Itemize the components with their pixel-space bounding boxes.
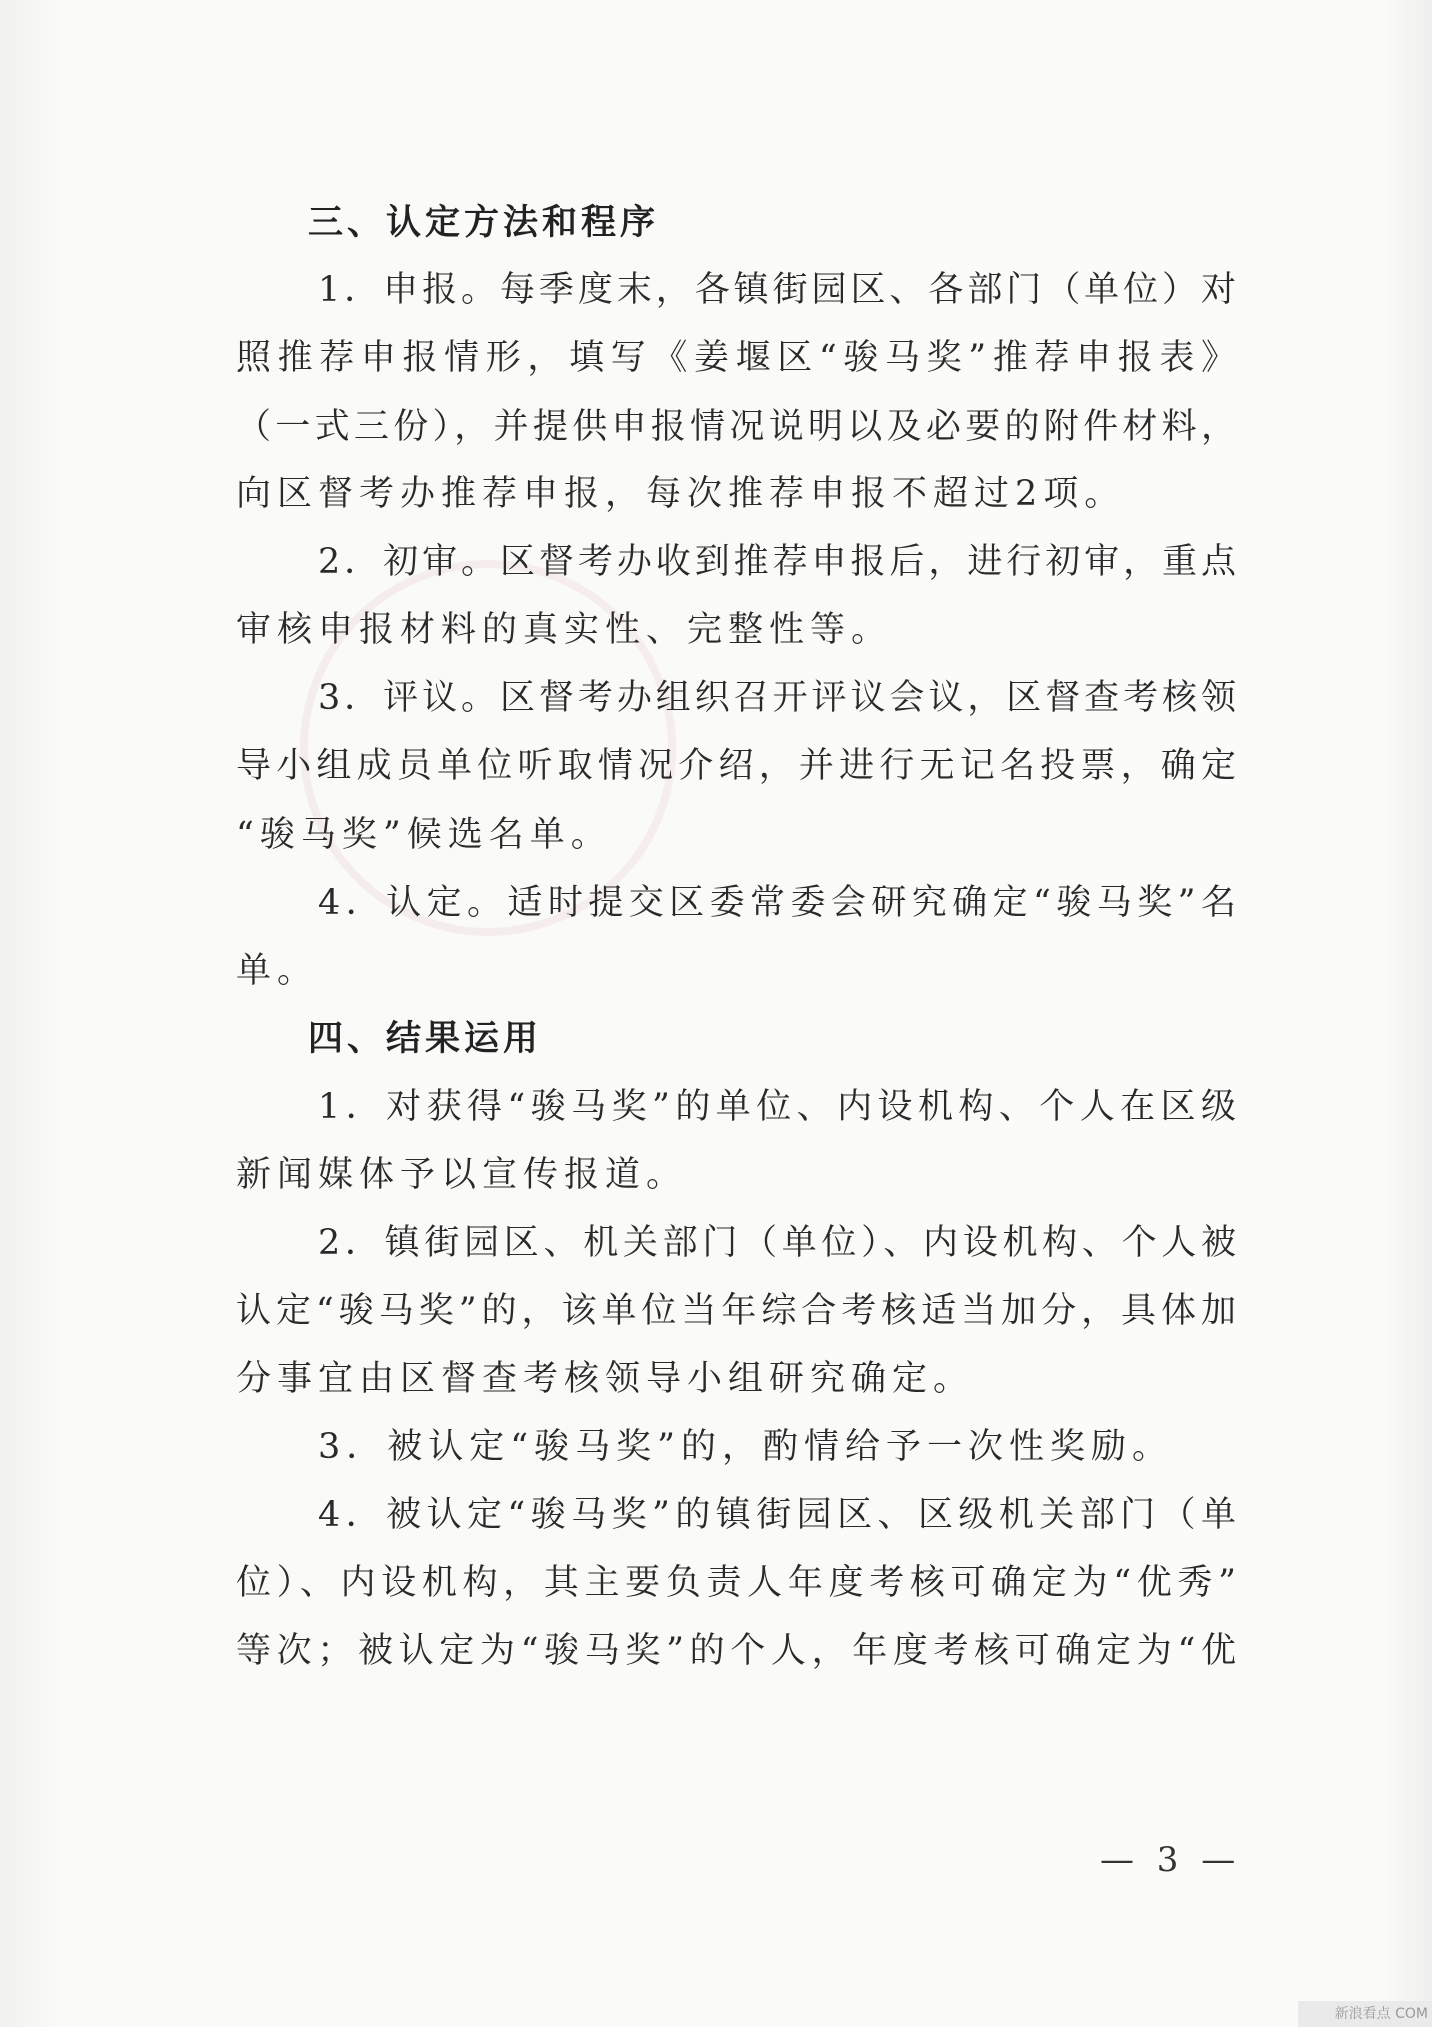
paragraph-line: 2．初审。区督考办收到推荐申报后，进行初审，重点 xyxy=(318,542,1236,582)
section-heading-4: 四、结果运用 xyxy=(308,1019,543,1059)
paragraph-line: （一式三份），并提供申报情况说明以及必要的附件材料， xyxy=(236,407,1236,447)
paragraph-line: 4．被认定“骏马奖”的镇街园区、区级机关部门（单 xyxy=(318,1495,1236,1535)
paragraph-line: 2．镇街园区、机关部门（单位）、内设机构、个人被 xyxy=(318,1223,1236,1263)
paragraph-line: 新闻媒体予以宣传报道。 xyxy=(236,1155,688,1195)
paragraph-line: 等次；被认定为“骏马奖”的个人，年度考核可确定为“优 xyxy=(236,1631,1236,1671)
paragraph-line: 导小组成员单位听取情况介绍，并进行无记名投票，确定 xyxy=(236,746,1236,786)
paragraph-line: 照推荐申报情形，填写《姜堰区“骏马奖”推荐申报表》 xyxy=(236,338,1236,378)
paragraph-line: 认定“骏马奖”的，该单位当年综合考核适当加分，具体加 xyxy=(236,1291,1236,1331)
section-heading-3: 三、认定方法和程序 xyxy=(308,203,660,243)
paragraph-line: 分事宜由区督查考核领导小组研究确定。 xyxy=(236,1359,975,1399)
paragraph-line: 4．认定。适时提交区委常委会研究确定“骏马奖”名 xyxy=(318,883,1236,923)
paragraph-line: 1．对获得“骏马奖”的单位、内设机构、个人在区级 xyxy=(318,1087,1236,1127)
paragraph-line: 3．被认定“骏马奖”的，酌情给予一次性奖励。 xyxy=(318,1427,1174,1467)
paragraph-line: 向区督考办推荐申报，每次推荐申报不超过2项。 xyxy=(236,474,1126,514)
paragraph-line: 审核申报材料的真实性、完整性等。 xyxy=(236,610,893,650)
paragraph-line: 3．评议。区督考办组织召开评议会议，区督查考核领 xyxy=(318,678,1236,718)
paragraph-line: 单。 xyxy=(236,951,319,991)
paragraph-line: 1．申报。每季度末，各镇街园区、各部门（单位）对 xyxy=(318,270,1236,310)
site-watermark: 新浪看点 COM xyxy=(1298,2001,1432,2027)
page-number: — 3 — xyxy=(1100,1840,1242,1880)
paragraph-line: “骏马奖”候选名单。 xyxy=(236,815,612,855)
paragraph-line: 位）、内设机构，其主要负责人年度考核可确定为“优秀” xyxy=(236,1563,1236,1603)
